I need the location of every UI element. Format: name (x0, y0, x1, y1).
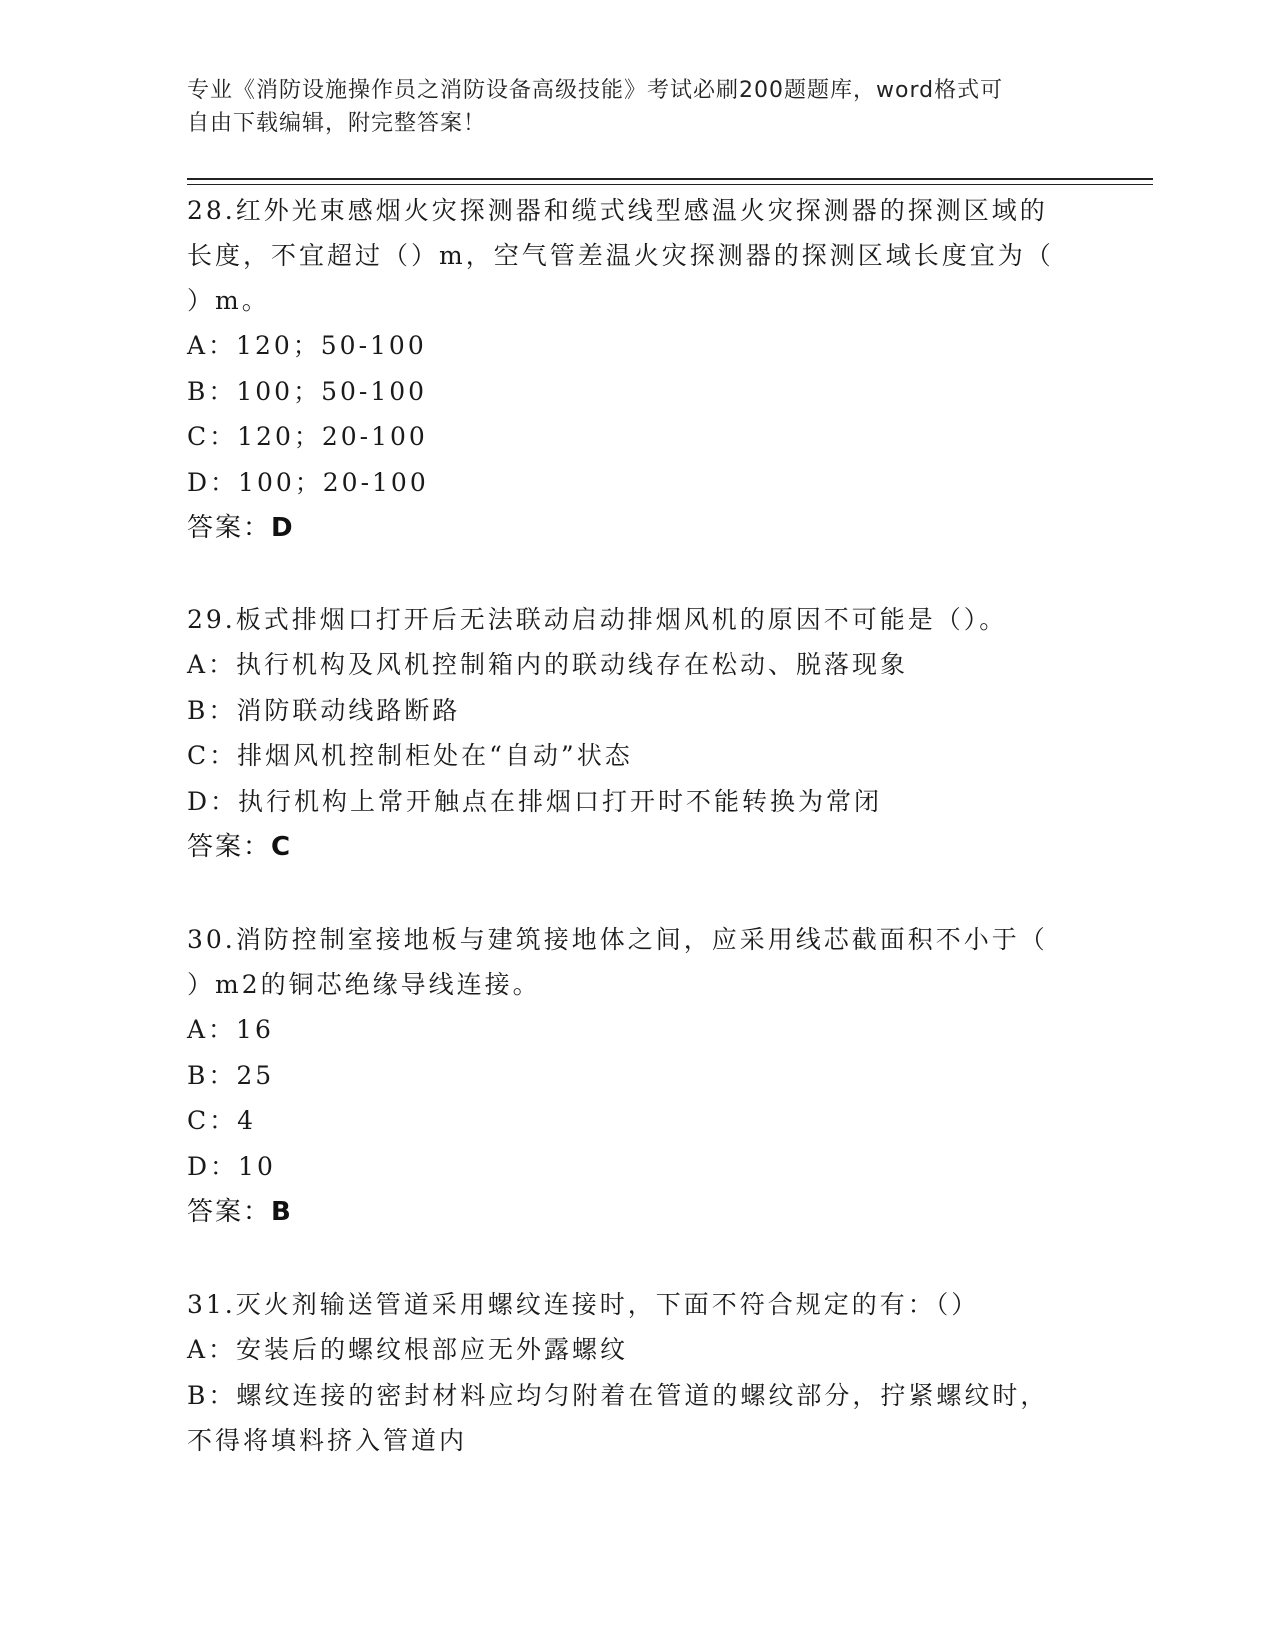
answer-line (187, 1189, 1087, 1235)
answer-value: B (271, 1197, 293, 1227)
header-divider-thin (187, 184, 1153, 185)
option-a: A：执行机构及风机控制箱内的联动线存在松动、脱落现象 (187, 650, 909, 679)
question-28 (187, 188, 1087, 551)
option-c: C：排烟风机控制柜处在“自动”状态 (187, 741, 633, 770)
option-d: D：执行机构上常开触点在排烟口打开时不能转换为常闭 (187, 786, 883, 816)
header-line-2: 自由下载编辑，附完整答案！ (187, 111, 487, 136)
question-stem: 长度，不宜超过（）m，空气管差温火灾探测器的探测区域长度宜为（ (187, 241, 1054, 270)
answer-line (187, 824, 1087, 870)
option-b: B：25 (187, 1060, 275, 1090)
header-line-1: 专业《消防设施操作员之消防设备高级技能》考试必刷200题题库，word格式可 (187, 78, 1004, 103)
option-c: C：4 (187, 1106, 257, 1135)
option-a: A：安装后的螺纹根部应无外露螺纹 (187, 1335, 629, 1364)
option-b-continued: 不得将填料挤入管道内 (187, 1426, 468, 1455)
option-c: C：120；20-100 (187, 422, 428, 451)
question-30 (187, 917, 1087, 1235)
option-a: A：16 (187, 1015, 274, 1044)
header-divider-thick (187, 178, 1153, 180)
answer-line (187, 505, 1087, 551)
question-stem: ）m2的铜芯绝缘导线连接。 (187, 970, 541, 999)
question-31 (187, 1282, 1087, 1464)
answer-label: 答案： (187, 832, 272, 862)
answer-label: 答案： (187, 513, 272, 543)
option-d: D：10 (187, 1151, 276, 1181)
question-stem: 28.红外光束感烟火灾探测器和缆式线型感温火灾探测器的探测区域的 (187, 196, 1048, 225)
question-stem: ）m。 (187, 286, 270, 315)
question-29 (187, 597, 1087, 870)
question-stem: 30.消防控制室接地板与建筑接地体之间，应采用线芯截面积不小于（ (187, 925, 1048, 954)
question-stem: 29.板式排烟口打开后无法联动启动排烟风机的原因不可能是（）。 (187, 605, 1008, 634)
option-a: A：120；50-100 (187, 331, 427, 360)
answer-value: C (271, 832, 293, 862)
question-stem: 31.灭火剂输送管道采用螺纹连接时，下面不符合规定的有：（） (187, 1290, 980, 1319)
option-b: B：螺纹连接的密封材料应均匀附着在管道的螺纹部分，拧紧螺纹时， (187, 1380, 1049, 1410)
document-header (187, 74, 1067, 140)
option-d: D：100；20-100 (187, 467, 429, 497)
option-b: B：100；50-100 (187, 376, 428, 406)
option-b: B：消防联动线路断路 (187, 695, 461, 725)
answer-value: D (271, 513, 295, 543)
answer-label: 答案： (187, 1197, 272, 1227)
